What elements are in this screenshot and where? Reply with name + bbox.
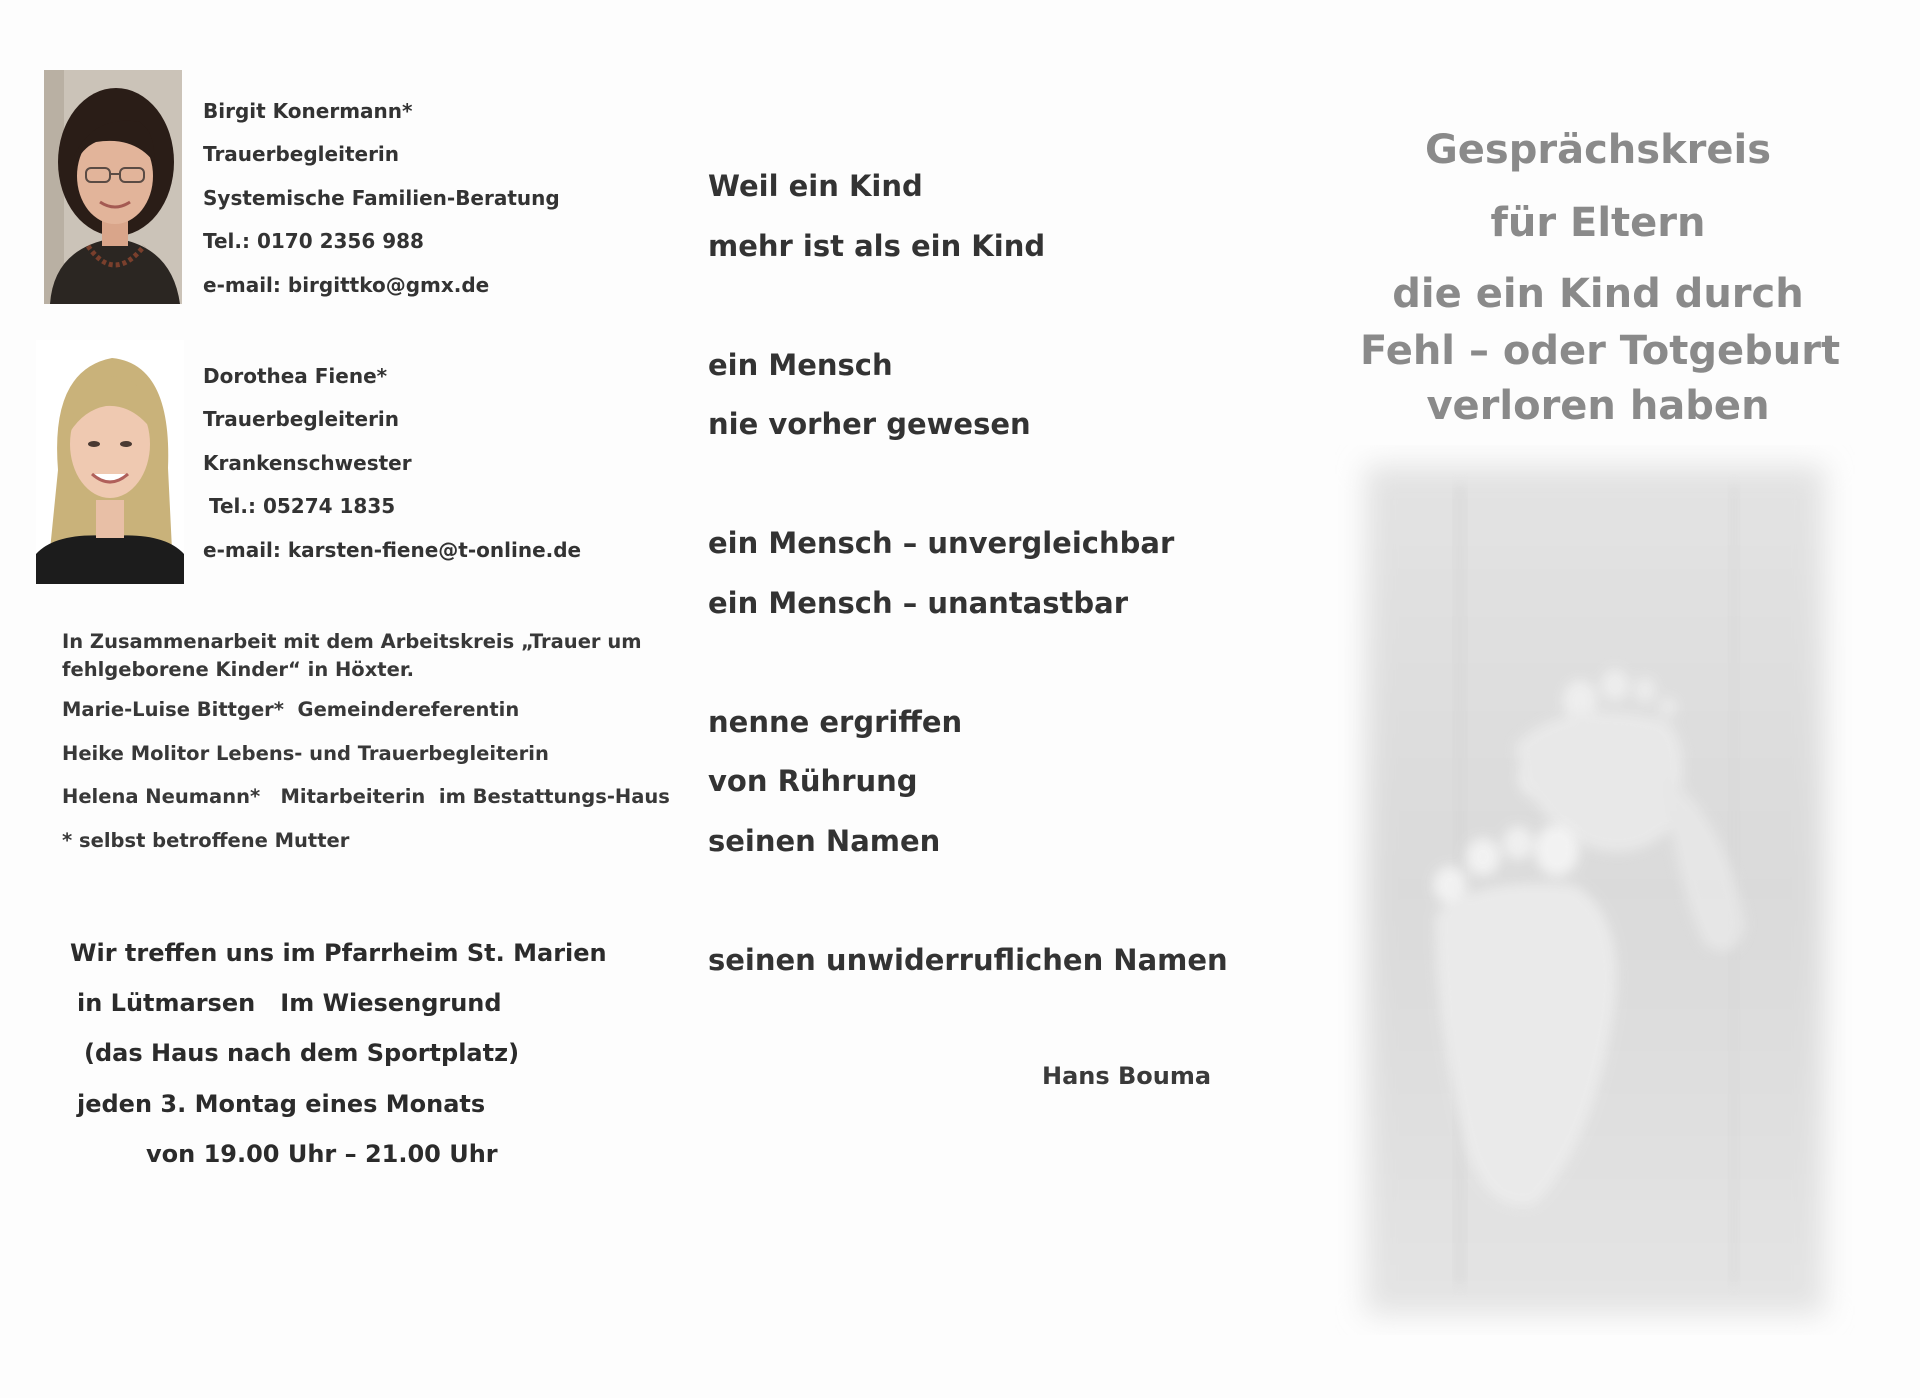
cover-title-line: Gesprächskreis — [1424, 127, 1772, 173]
poem-line: seinen Namen — [708, 823, 941, 858]
portrait-photo-dorothea — [36, 340, 184, 584]
cover-title-line: Fehl – oder Totgeburt — [1360, 328, 1841, 374]
poem-line: Weil ein Kind — [708, 169, 923, 203]
contact-phone: Tel.: 05274 1835 — [209, 494, 396, 519]
partner-member: Heike Molitor Lebens- und Trauerbegleiterin — [62, 741, 549, 765]
partners-intro-line: In Zusammenarbeit mit dem Arbeitskreis „Trauer um — [62, 630, 642, 653]
poem-line: ein Mensch – unantastbar — [708, 585, 1129, 620]
contact-phone: Tel.: 0170 2356 988 — [203, 229, 424, 254]
poem-line: seinen unwiderruflichen Namen — [708, 942, 1228, 977]
partners-section — [62, 628, 670, 871]
meeting-location: Wir treffen uns im Pfarrheim St. Marien — [70, 939, 607, 967]
cover-title — [1360, 120, 1841, 435]
contact-role: Trauerbegleiterin — [203, 407, 400, 432]
contact-email: e-mail: birgittko@gmx.de — [203, 272, 490, 297]
partner-member: Helena Neumann* Mitarbeiterin im Bestattungs-Haus — [62, 785, 670, 808]
contact-qualification: Krankenschwester — [203, 450, 412, 475]
poem-line: nie vorher gewesen — [708, 407, 1031, 441]
partners-intro — [62, 628, 662, 684]
poem-line: nenne ergriffen — [708, 704, 963, 739]
contact-qualification: Systemische Familien-Beratung — [203, 185, 560, 210]
contact-email: e-mail: karsten-fiene@t-online.de — [203, 537, 582, 562]
poem-line: von Rührung — [708, 764, 918, 798]
partners-intro-line: fehlgeborene Kinder“ in Höxter. — [62, 658, 415, 681]
contact-card-dorothea — [203, 361, 581, 578]
portrait-photo-birgit — [44, 70, 182, 304]
poem-line: ein Mensch – unvergleichbar — [708, 526, 1175, 560]
cover-title-line: verloren haben — [1426, 383, 1770, 429]
poem-line: mehr ist als ein Kind — [708, 228, 1046, 263]
meeting-directions: (das Haus nach dem Sportplatz) — [84, 1039, 520, 1068]
contact-name: Birgit Konermann* — [203, 99, 413, 123]
poem-author: Hans Bouma — [1042, 1062, 1212, 1090]
partners-footnote: * selbst betroffene Mutter — [62, 828, 350, 852]
contact-card-birgit — [203, 96, 560, 313]
cover-title-line: die ein Kind durch — [1392, 271, 1804, 317]
poem — [708, 164, 1228, 997]
meeting-info — [70, 935, 607, 1186]
contact-name: Dorothea Fiene* — [203, 364, 388, 388]
partner-member: Marie-Luise Bittger* Gemeindereferentin — [62, 698, 520, 721]
contact-role: Trauerbegleiterin — [203, 142, 400, 167]
meeting-schedule: jeden 3. Montag eines Monats — [77, 1089, 486, 1118]
poem-line: ein Mensch — [708, 347, 893, 382]
baby-feet-image — [1335, 445, 1855, 1335]
cover-title-line: für Eltern — [1490, 200, 1706, 246]
meeting-time: von 19.00 Uhr – 21.00 Uhr — [146, 1139, 498, 1168]
meeting-address: in Lütmarsen Im Wiesengrund — [77, 989, 502, 1018]
